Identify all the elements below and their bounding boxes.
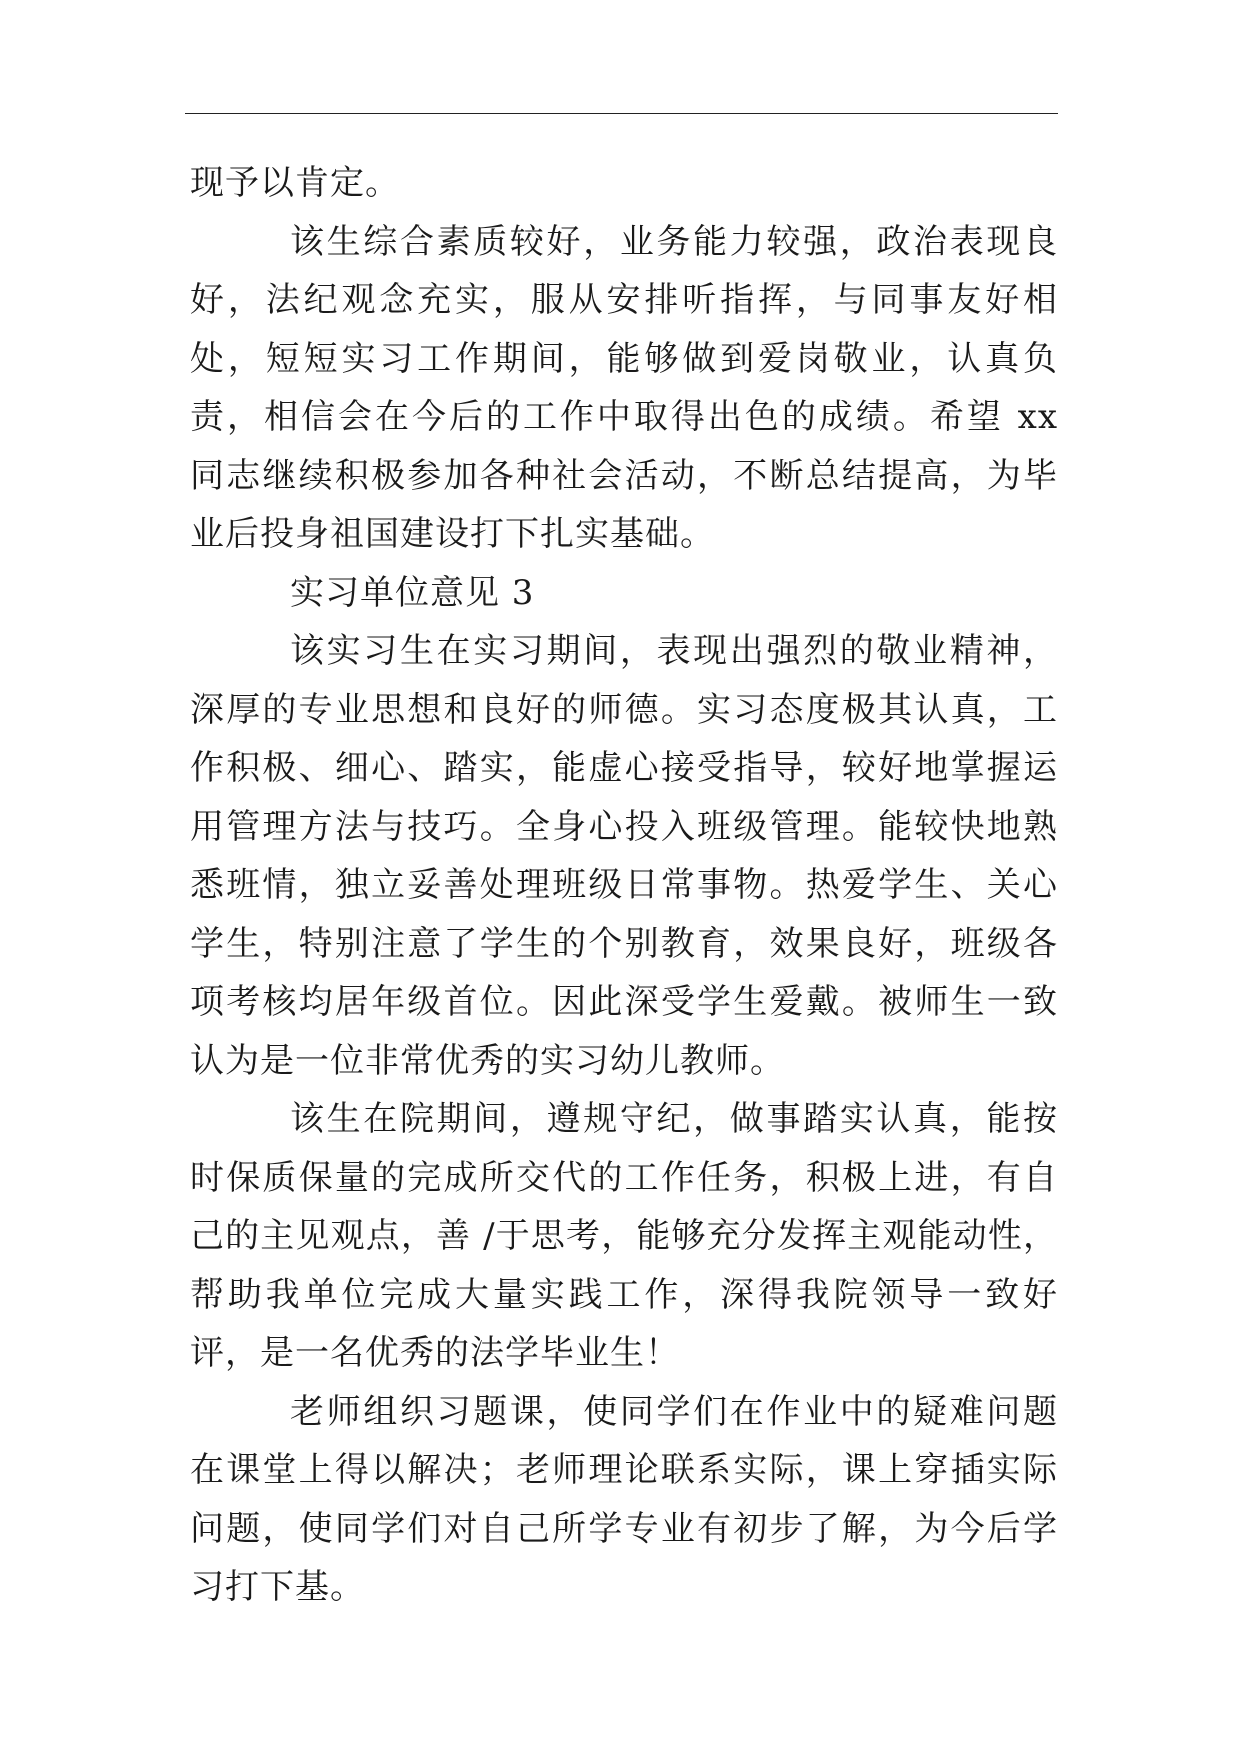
paragraph-evaluation-3: 该实习生在实习期间，表现出强烈的敬业精神，深厚的专业思想和良好的师德。实习态度极其认真，工作积极、细心、踏实，能虚心接受指导，较好地掌握运用管理方法与技巧。全身心投入班级管理。能较快地熟悉班情，独立妥善处理班级日常事物。热爱学生、关心学生，特别注意了学生的个别教育，效果良好，班级各项考核均居年级首位。因此深受学生爱戴。被师生一致认为是一位非常优秀的实习幼儿教师。 — [190, 631, 1058, 1081]
paragraph-evaluation-2: 该生综合素质较好，业务能力较强，政治表现良好，法纪观念充实，服从安排听指挥，与同事友好相处，短短实习工作期间，能够做到爱岗敬业，认真负责，相信会在今后的工作中取得出色的成绩。希望 xx 同志继续积极参加各种社会活动，不断总结提高，为毕业后投身祖国建设打下扎实基础。 — [190, 221, 1058, 554]
section-heading: 实习单位意见 3 — [290, 572, 535, 613]
header-rule — [185, 113, 1058, 114]
paragraph-evaluation-5: 老师组织习题课，使同学们在作业中的疑难问题在课堂上得以解决；老师理论联系实际，课上穿插实际问题，使同学们对自己所学专业有初步了解，为今后学习打下基。 — [190, 1391, 1058, 1607]
paragraph-evaluation-4: 该生在院期间，遵规守纪，做事踏实认真，能按时保质保量的完成所交代的工作任务，积极上进，有自己的主见观点，善 /于思考，能够充分发挥主观能动性，帮助我单位完成大量实践工作，深得我院领导一致好评，是一名优秀的法学毕业生！ — [190, 1099, 1058, 1373]
document-body — [190, 154, 1058, 1617]
paragraph-continuation: 现予以肯定。 — [190, 163, 400, 203]
